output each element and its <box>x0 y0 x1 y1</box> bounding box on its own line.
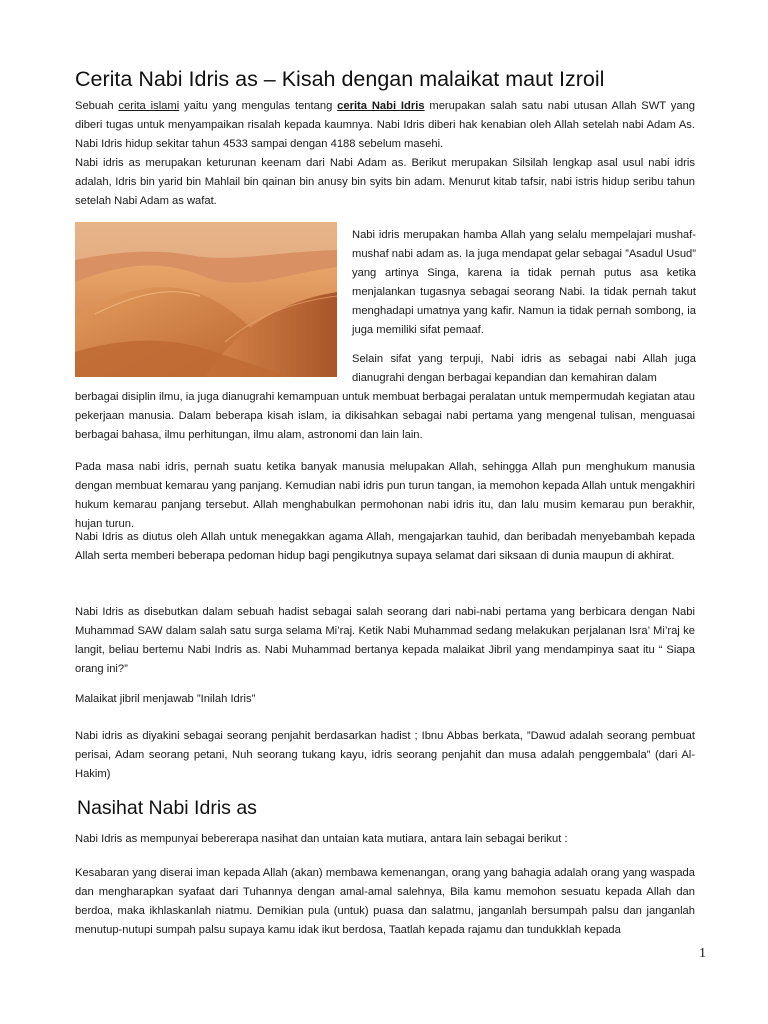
miraj-paragraph: Nabi Idris as disebutkan dalam sebuah hadist sebagai salah seorang dari nabi-nabi pertama yang berbicara dengan Nabi Muhammad SAW dalam salah satu surga selama Mi’raj. Ketik Nabi Muhammad sedang melakukan perjalanan Isra’ Mi’raj ke langit, beliau bertemu Nabi Indris as. Nabi Muhammad bertanya kepada malaikat Jibril yang mendampinya saat itu “ Siapa orang ini?” <box>75 606 695 675</box>
mission-paragraph: Nabi Idris as diutus oleh Allah untuk menegakkan agama Allah, mengajarkan tauhid, dan beribadah menyebambah kepada Allah serta memberi beberapa pedoman hidup bagi pengikutnya supaya selamat dari siksaan di dunia maupun di akhirat. <box>75 531 695 562</box>
cerita-islami-link[interactable]: cerita islami <box>118 100 180 112</box>
page-number: 1 <box>699 946 706 961</box>
page-title: Cerita Nabi Idris as – Kisah dengan malaikat maut Izroil <box>75 67 605 91</box>
drought-paragraph: Pada masa nabi idris, pernah suatu ketika banyak manusia melupakan Allah, sehingga Allah pun menghukum manusia dengan membuat kemarau yang panjang. Kemudian nabi idris pun turun tangan, ia memohon kepada Allah untuk mengakhiri hukum kemarau panjang tersebut. Allah menghabulkan permohonan nabi idris itu, dan lalu musim kemarau pun berakhir, hujan turun. <box>75 461 695 530</box>
cerita-nabi-idris-link[interactable]: cerita Nabi Idris <box>337 100 425 112</box>
talents-paragraph-part2: berbagai disiplin ilmu, ia juga dianugrahi kemampuan untuk membuat berbagai peralatan untuk mempermudah kegiatan atau pekerjaan manusia. Dalam beberapa kisah islam, ia dikisahkan sebagai nabi pertama yang mengenal tulisan, menguasai berbagai bahasa, ilmu perhitungan, ilmu alam, astronomi dan lain lain. <box>75 391 695 441</box>
section-heading: Nasihat Nabi Idris as <box>77 797 257 819</box>
jibril-answer-paragraph: Malaikat jibril menjawab ”Inilah Idris” <box>75 693 256 705</box>
nasihat-intro-paragraph: Nabi Idris as mempunyai bebererapa nasihat dan untaian kata mutiara, antara lain sebagai berikut : <box>75 833 568 845</box>
intro-paragraph <box>75 97 695 154</box>
intro-text-mid: yaitu yang mengulas tentang <box>179 100 338 112</box>
intro-text-pre: Sebuah <box>75 100 119 112</box>
tailor-paragraph: Nabi idris as diyakini sebagai seorang penjahit berdasarkan hadist ; Ibnu Abbas berkata, ”Dawud adalah seorang pembuat perisai, Adam seorang petani, Nuh seorang tukang kayu, idris seorang penjahit dan musa adalah penggembala” (dari Al-Hakim) <box>75 730 695 780</box>
talents-paragraph-part1: Selain sifat yang terpuji, Nabi idris as sebagai nabi Allah juga dianugrahi dengan berbagai kepandian dan kemahiran dalam <box>352 353 696 384</box>
desert-dunes-image <box>75 222 337 377</box>
desert-dunes-graphic <box>75 222 337 377</box>
intro-text-post: merupakan salah satu nabi utusan Allah SWT yang diberi tugas untuk menyampaikan risalah kepada kaumnya. Nabi Idris diberi hak kenabian oleh Allah setelah nabi Adam As. Nabi Idris hidup sekitar tahun 4533 sampai dengan 4188 sebelum masehi. <box>75 100 696 150</box>
asadul-usud-paragraph: Nabi idris merupakan hamba Allah yang selalu mempelajari mushaf-mushaf nabi adam as. Ia juga mendapat gelar sebagai ”Asadul Usud” yang artinya Singa, karena ia tidak pernah putus asa ketika menjalankan tugasnya sebagai seorang Nabi. Ia tidak pernah takut menghadapi umatnya yang kafir. Namun ia tidak pernah sombong, ia juga memiliki sifat pemaaf. <box>352 229 696 336</box>
lineage-paragraph: Nabi idris as merupakan keturunan keenam dari Nabi Adam as. Berikut merupakan Silsilah lengkap asal usul nabi idris adalah, Idris bin yarid bin Mahlail bin qainan bin anusy bin syits bin adam. Menurut kitab tafsir, nabi istris hidup seribu tahun setelah Nabi Adam as wafat. <box>75 157 695 207</box>
nasihat-paragraph: Kesabaran yang diserai iman kepada Allah (akan) membawa kemenangan, orang yang bahagia adalah orang yang waspada dan mengharapkan syafaat dari Tuhannya dengan amal-amal salehnya, Bila kamu memohon sesuatu kepada Allah dan berdoa, maka ikhlaskanlah niatmu. Demikian pula (untuk) puasa dan salatmu, janganlah bersumpah palsu dan janganlah menutup-nutupi sumpah palsu supaya kamu idak ikut berdosa, Taatlah kepada rajamu dan tundukklah kepada <box>75 867 695 936</box>
